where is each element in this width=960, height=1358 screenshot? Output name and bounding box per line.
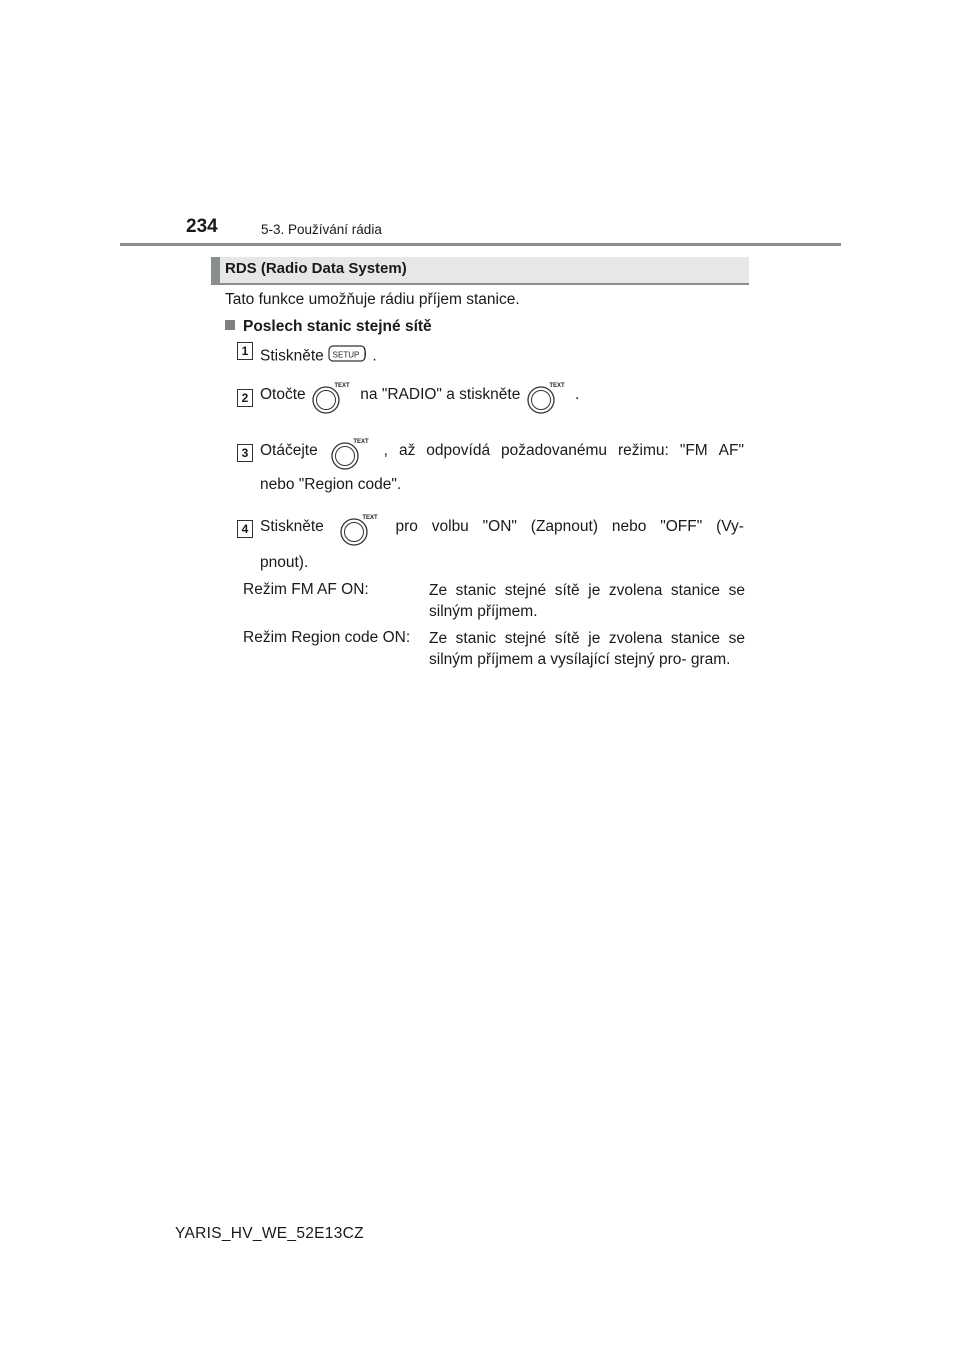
tune-knob-icon: [310, 381, 350, 409]
sub-heading: [225, 318, 432, 336]
knob-label: TEXT: [548, 383, 565, 389]
knob-label: TEXT: [334, 383, 350, 389]
mode-desc-fm-af: Ze stanic stejné sítě je zvolena stanice se silným příjmem.: [429, 582, 745, 620]
step-4-text-e: (Zapnout): [530, 518, 598, 535]
step-1: [260, 344, 377, 369]
mode-desc-region-code: Ze stanic stejné sítě je zvolena stanice se silným příjmem a vysílající stejný pro- gram.: [429, 630, 745, 668]
step-3-line-2: nebo "Region code".: [260, 476, 402, 493]
step-4-text-b: pro: [395, 518, 418, 535]
step-2-text-b: na "RADIO" a stiskněte: [360, 386, 521, 404]
step-3-text-a: Otáčejte: [260, 442, 318, 459]
page-number: 234: [186, 216, 218, 237]
tune-knob-icon: [329, 437, 373, 465]
step-3-text-e: požadovanému: [501, 442, 608, 459]
mode-label-region-code: Režim Region code ON:: [243, 629, 411, 646]
step-1-text-b: .: [372, 347, 377, 365]
step-number-1: 1: [237, 342, 253, 360]
step-4-text-g: "OFF": [660, 518, 703, 535]
step-4-text-h: (Vy-: [716, 518, 744, 535]
step-4-line-2: pnout).: [260, 554, 309, 571]
knob-label: TEXT: [361, 515, 378, 521]
step-4-line-1: [260, 513, 744, 541]
step-3-text-d: odpovídá: [426, 442, 491, 459]
section-title: 5-3. Používání rádia: [261, 222, 382, 237]
step-3-text-b: ,: [383, 442, 388, 459]
setup-button-label: SETUP: [332, 350, 360, 360]
step-4-text-a: Stiskněte: [260, 518, 324, 535]
document-code: YARIS_HV_WE_52E13CZ: [175, 1225, 364, 1242]
intro-text: Tato funkce umožňuje rádiu příjem stanice.: [225, 291, 520, 308]
step-4-text-d: "ON": [482, 518, 517, 535]
step-number-3: 3: [237, 444, 253, 462]
step-1-text-a: Stiskněte: [260, 347, 324, 365]
step-4-text-c: volbu: [431, 518, 469, 535]
step-3-line-1: [260, 437, 744, 465]
step-3-text-g: "FM: [679, 442, 708, 459]
sub-heading-text: Poslech stanic stejné sítě: [243, 318, 432, 335]
mode-label-fm-af: Režim FM AF ON:: [243, 581, 369, 598]
step-3-text-f: režimu:: [618, 442, 669, 459]
setup-button-icon: [328, 344, 368, 369]
step-2-text-a: Otočte: [260, 386, 306, 404]
step-3-text-c: až: [398, 442, 416, 459]
knob-label: TEXT: [353, 439, 369, 445]
step-4-text-f: nebo: [611, 518, 647, 535]
step-2: [260, 381, 579, 409]
step-number-2: 2: [237, 389, 253, 407]
tune-knob-icon: [525, 381, 565, 409]
step-2-text-c: .: [574, 386, 580, 404]
heading-title: RDS (Radio Data System): [225, 260, 407, 277]
step-3-text-h: AF": [718, 442, 744, 459]
heading-accent-bar: [211, 257, 220, 285]
step-number-4: 4: [237, 520, 253, 538]
square-bullet-icon: [225, 320, 235, 330]
tune-knob-icon: [338, 513, 382, 541]
header-rule: [120, 243, 841, 246]
